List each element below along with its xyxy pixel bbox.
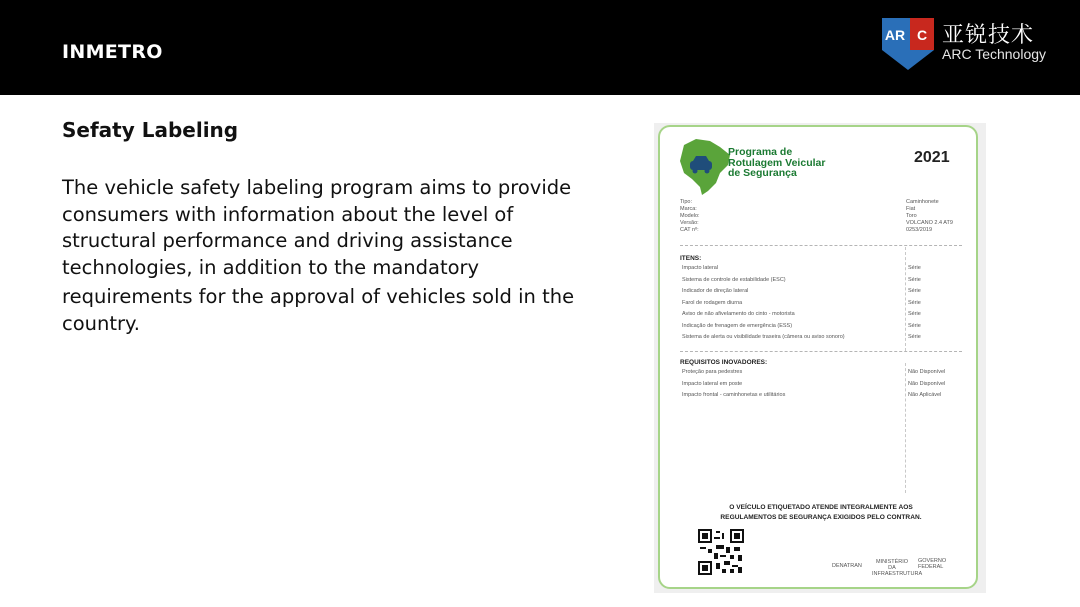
spec-key: Modelo:: [680, 213, 700, 219]
item-value: Série: [908, 334, 921, 340]
logo-english-name: ARC Technology: [942, 46, 1047, 62]
item-value: Série: [908, 322, 921, 329]
body-paragraph: [62, 175, 602, 337]
item-value: Série: [908, 311, 921, 317]
spec-value: Caminhonete: [906, 199, 939, 205]
vehicle-spec-keys: [680, 199, 700, 234]
program-title-line: Rotulagem Veicular: [728, 156, 826, 169]
body-line: The vehicle safety labeling program aims to provide: [62, 176, 572, 199]
spec-value: 0253/2019: [906, 227, 932, 233]
government-logo-text: GOVERNO FEDERAL: [918, 558, 947, 570]
body-line: consumers with information about the level of: [62, 202, 514, 226]
spec-value: VOLCANO 2.4 AT9: [906, 220, 953, 226]
list-item: [680, 321, 960, 333]
notice-line: O VEÍCULO ETIQUETADO ATENDE INTEGRALMENTE AOS: [729, 504, 913, 511]
arc-logo: [880, 16, 1070, 72]
spec-value: Toro: [906, 213, 917, 219]
ministry-logo-text: MINISTÉRIO DA INFRAESTRUTURA: [872, 559, 923, 577]
slide-header: [0, 0, 1080, 95]
list-item: [680, 390, 960, 402]
header-title: INMETRO: [62, 41, 163, 63]
innovations-heading: REQUISITOS INOVADORES:: [680, 359, 768, 366]
svg-text:C: C: [916, 27, 928, 43]
body-line: technologies, in addition to the mandatory: [62, 255, 480, 279]
vehicle-spec-values: [906, 199, 953, 234]
spec-key: Tipo:: [680, 199, 693, 205]
item-name: Sistema de controle de estabilidade (ESC): [682, 276, 786, 283]
item-name: Farol de rodagem diurna: [682, 299, 743, 306]
program-title: [728, 147, 848, 179]
item-name: Impacto lateral: [682, 265, 719, 271]
list-item: [680, 263, 960, 275]
safety-label-image: [654, 123, 986, 593]
section-title: Sefaty Labeling: [62, 118, 239, 142]
list-item: [680, 367, 960, 379]
logo-chinese-name: 亚锐技术: [942, 23, 1035, 48]
item-value: Não Aplicável: [908, 392, 942, 398]
item-value: Série: [908, 265, 921, 271]
spec-key: Versão:: [680, 220, 699, 226]
spec-key: CAT nº:: [680, 227, 699, 233]
items-heading: ITENS:: [680, 255, 702, 262]
spec-value: Fiat: [906, 206, 916, 212]
innovations-list: [680, 367, 960, 402]
item-name: Indicador de direção lateral: [682, 288, 749, 294]
label-year: 2021: [914, 149, 950, 166]
item-value: Não Disponível: [908, 380, 946, 387]
list-item: [680, 379, 960, 391]
divider: [680, 245, 962, 246]
program-title-line: de Segurança: [728, 167, 797, 179]
item-name: Impacto frontal - caminhonetas e utilitários: [682, 392, 786, 398]
program-title-line: Programa de: [728, 146, 793, 158]
item-value: Série: [908, 288, 921, 294]
divider: [680, 351, 962, 352]
notice-line: REGULAMENTOS DE SEGURANÇA EXIGIDOS PELO CONTRAN.: [720, 514, 922, 521]
list-item: [680, 286, 960, 298]
item-name: Sistema de alerta ou visibilidade traseira (câmera ou aviso sonoro): [682, 334, 845, 340]
ministry-logo: [872, 559, 923, 577]
brazil-map-car-icon: [676, 135, 734, 199]
spec-key: Marca:: [680, 206, 697, 212]
items-list: [680, 263, 960, 344]
item-value: Série: [908, 299, 921, 306]
denatran-logo: DENATRAN: [832, 563, 862, 569]
compliance-notice: [680, 503, 962, 523]
list-item: [680, 332, 960, 344]
safety-label-card: [658, 125, 978, 589]
item-name: Proteção para pedestres: [682, 369, 743, 375]
svg-text:AR: AR: [884, 27, 906, 43]
body-line: requirements for the approval of vehicles sold in the: [62, 285, 575, 308]
body-line: country.: [62, 311, 140, 335]
list-item: [680, 275, 960, 287]
body-line: structural performance and driving assistance: [62, 229, 513, 252]
qr-code-icon: [698, 529, 744, 575]
item-value: Série: [908, 276, 921, 283]
item-name: Indicação de frenagem de emergência (ESS): [682, 322, 793, 329]
item-value: Não Disponível: [908, 369, 946, 375]
item-name: Aviso de não afivelamento do cinto - motorista: [682, 311, 795, 317]
item-name: Impacto lateral em poste: [682, 380, 743, 387]
government-logo: [918, 558, 952, 570]
list-item: [680, 309, 960, 321]
arc-logo-icon: [880, 16, 936, 72]
list-item: [680, 298, 960, 310]
